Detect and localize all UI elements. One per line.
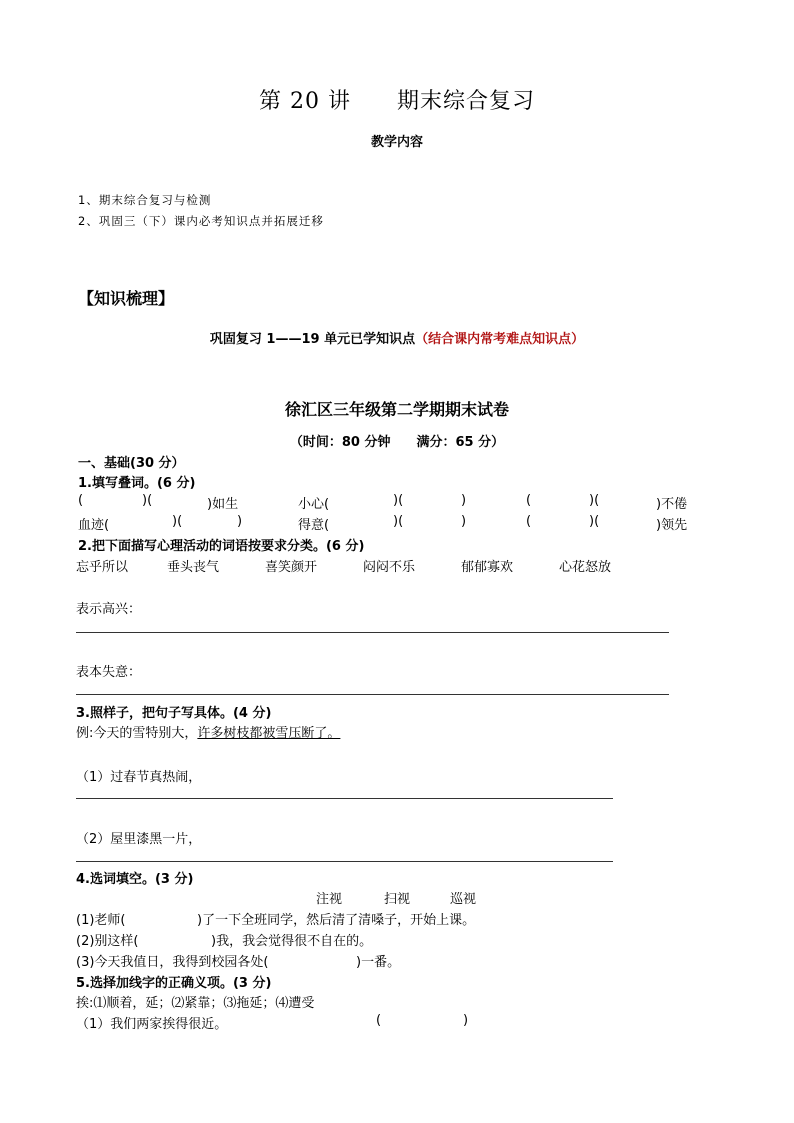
q3-item-1: （1）过春节真热闹， [76, 770, 202, 785]
q1-r1-c2: )( [142, 493, 153, 508]
exam-title: 徐汇区三年级第二学期期末试卷 [284, 400, 509, 419]
q2-word: 喜笑颜开 [265, 560, 318, 575]
q3-example [76, 722, 340, 741]
q2-label-sad: 表本失意： [76, 665, 142, 680]
q4-option: 巡视 [450, 892, 477, 907]
q1-r1-c6: ) [461, 493, 467, 508]
q3-item-2: （2）屋里漆黑一片， [76, 832, 202, 847]
q1-r2-c7: ( [526, 514, 532, 529]
knowledge-section-heading: 【知识梳理】 [78, 289, 175, 308]
q2-answer-line-happy[interactable] [76, 632, 669, 633]
q2-word: 郁郁寡欢 [461, 560, 514, 575]
objective-2: 2、巩固三（下）课内必考知识点并拓展迁移 [78, 214, 324, 228]
q4-sentence-3-end: )一番。 [356, 955, 401, 970]
q1-r1-c7: ( [526, 493, 532, 508]
q1-r1-c1: ( [78, 493, 84, 508]
q4-title: 4.选词填空。(3 分) [76, 872, 194, 887]
q1-r1-c8: )( [589, 493, 600, 508]
q1-r1-c5: )( [393, 493, 404, 508]
q4-sentence-3-start: (3)今天我值日，我得到校园各处( [76, 955, 269, 970]
review-line [0, 328, 794, 347]
q1-r2-c3: ) [237, 514, 243, 529]
exam-time-info: （时间：80 分钟 满分：65 分） [289, 435, 505, 450]
q3-example-prefix: 例:今天的雪特别大， [76, 726, 198, 741]
q3-example-underlined: 许多树枝都被雪压断了。 [197, 726, 341, 741]
q4-option: 注视 [316, 892, 343, 907]
q3-title: 3.照样子，把句子写具体。(4 分) [76, 706, 272, 721]
q2-word: 闷闷不乐 [363, 560, 416, 575]
q2-word: 心花怒放 [559, 560, 612, 575]
q5-meanings: 挨:⑴顺着，延；⑵紧靠；⑶拖延；⑷遭受 [76, 996, 315, 1011]
objective-1: 1、期末综合复习与检测 [78, 193, 212, 207]
q1-r2-c4: 得意( [298, 518, 330, 533]
q1-r1-c4: 小心( [298, 497, 330, 512]
teaching-content-heading: 教学内容 [370, 135, 423, 150]
q1-r2-c8: )( [589, 514, 600, 529]
q1-r2-c1: 血迹( [78, 518, 110, 533]
q2-word: 忘乎所以 [76, 560, 129, 575]
q1-r2-c5: )( [393, 514, 404, 529]
q5-item-1-close: ) [463, 1013, 469, 1028]
review-highlight: （结合课内常考难点知识点） [415, 332, 585, 347]
q1-r1-c3: )如生 [207, 497, 239, 512]
q2-label-happy: 表示高兴： [76, 602, 142, 617]
q1-r2-c2: )( [172, 514, 183, 529]
q5-item-1-open: ( [376, 1013, 382, 1028]
q4-sentence-1-start: (1)老师( [76, 913, 126, 928]
q2-answer-line-sad[interactable] [76, 694, 669, 695]
q2-word: 垂头丧气 [167, 560, 220, 575]
q1-r2-c6: ) [461, 514, 467, 529]
q4-sentence-2-end: )我，我会觉得很不自在的。 [211, 934, 373, 949]
q3-answer-line-2[interactable] [76, 861, 613, 862]
q1-r2-c9: )领先 [656, 518, 688, 533]
q3-answer-line-1[interactable] [76, 798, 613, 799]
q5-title: 5.选择加线字的正确义项。(3 分) [76, 976, 272, 991]
q1-title: 1.填写叠词。(6 分) [78, 476, 196, 491]
page-title: 第 20 讲 期末综合复习 [259, 89, 535, 114]
q4-sentence-2-start: (2)别这样( [76, 934, 139, 949]
q4-sentence-1-end: )了一下全班同学，然后清了清嗓子，开始上课。 [197, 913, 476, 928]
q5-item-1: （1）我们两家挨得很近。 [76, 1017, 228, 1032]
part1-heading: 一、基础(30 分） [78, 456, 185, 471]
q2-title: 2.把下面描写心理活动的词语按要求分类。(6 分) [78, 539, 365, 554]
review-main: 巩固复习 1——19 单元已学知识点 [209, 332, 416, 347]
q4-option: 扫视 [384, 892, 411, 907]
q1-r1-c9: )不倦 [656, 497, 688, 512]
